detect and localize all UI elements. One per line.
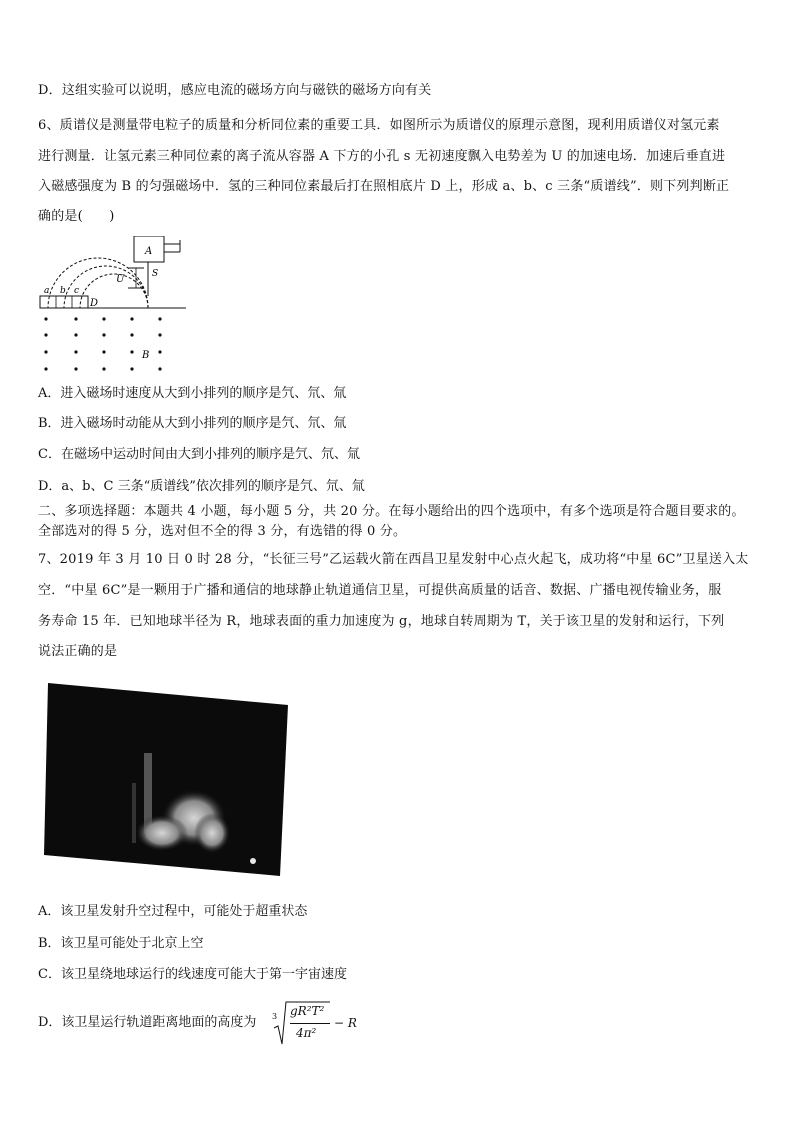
label-a-container: A <box>145 246 153 257</box>
q6-stem-line2: 进行测量．让氢元素三种同位素的离子流从容器 A 下方的小孔 s 无初速度飘入电势差为 U 的加速电场．加速后垂直进 <box>38 149 726 164</box>
section2-heading-line1: 二、多项选择题：本题共 4 小题，每小题 5 分，共 20 分。在每小题给出的四个选项中，有多个选项是符合题目要求的。 <box>38 504 745 519</box>
q6-stem-line1: 6、质谱仪是测量带电粒子的质量和分析同位素的重要工具．如图所示为质谱仪的原理示意图，现利用质谱仪对氢元素 <box>38 118 720 133</box>
section2-heading-line2: 全部选对的得 5 分，选对但不全的得 3 分，有选错的得 0 分。 <box>38 524 407 539</box>
q6-stem-line4: 确的是( ) <box>38 209 115 224</box>
fraction-bar <box>290 1023 330 1024</box>
label-b-field: B <box>142 350 150 361</box>
root-index: 3 <box>272 1012 278 1021</box>
fraction-numerator: gR²T² <box>290 1004 325 1018</box>
label-line-a: a <box>44 286 50 296</box>
q6-option-a: A．进入磁场时速度从大到小排列的顺序是氕、氘、氚 <box>38 386 347 401</box>
q6-option-c: C．在磁场中运动时间由大到小排列的顺序是氕、氘、氚 <box>38 447 360 462</box>
formula-suffix: − R <box>334 1016 357 1030</box>
label-line-b: b <box>60 286 66 296</box>
label-u: U <box>116 274 125 285</box>
label-s: S <box>152 269 159 279</box>
q7-stem-line4: 说法正确的是 <box>38 644 118 659</box>
cube-root-formula <box>272 998 362 1048</box>
q7-stem-line1: 7、2019 年 3 月 10 日 0 时 28 分，“长征三号”乙运载火箭在西昌卫星发射中心点火起飞，成功将“中星 6C”卫星送入太 <box>38 552 749 567</box>
label-d-film: D <box>90 298 99 309</box>
q6-stem-line3: 入磁感强度为 B 的匀强磁场中．氢的三种同位素最后打在照相底片 D 上，形成 a、b、c 三条“质谱线”．则下列判断正 <box>38 179 730 194</box>
q7-option-b: B．该卫星可能处于北京上空 <box>38 936 204 951</box>
label-line-c: c <box>74 286 80 296</box>
q7-option-d <box>38 1014 256 1032</box>
q6-option-b: B．进入磁场时动能从大到小排列的顺序是氕、氘、氚 <box>38 416 347 431</box>
q6-option-d: D．a、b、C 三条“质谱线”依次排列的顺序是氕、氘、氚 <box>38 479 365 494</box>
q7-option-d-text: D．该卫星运行轨道距离地面的高度为 <box>38 1015 257 1030</box>
q7-option-c: C．该卫星绕地球运行的线速度可能大于第一宇宙速度 <box>38 967 347 982</box>
mass-spectrometer-diagram <box>36 236 186 376</box>
fraction-denominator: 4π² <box>296 1026 317 1040</box>
q7-stem-line3: 务寿命 15 年．已知地球半径为 R，地球表面的重力加速度为 g，地球自转周期为 T，关于该卫星的发射和运行，下列 <box>38 614 725 629</box>
q5-option-d: D．这组实验可以说明，感应电流的磁场方向与磁铁的磁场方向有关 <box>38 83 432 98</box>
q7-option-a: A．该卫星发射升空过程中，可能处于超重状态 <box>38 904 308 919</box>
rocket-launch-photo <box>44 683 288 876</box>
magnetic-field-dots <box>44 317 161 370</box>
q7-stem-line2: 空．“中星 6C”是一颗用于广播和通信的地球静止轨道通信卫星，可提供高质量的话音、数据、广播电视传输业务，服 <box>38 583 722 598</box>
